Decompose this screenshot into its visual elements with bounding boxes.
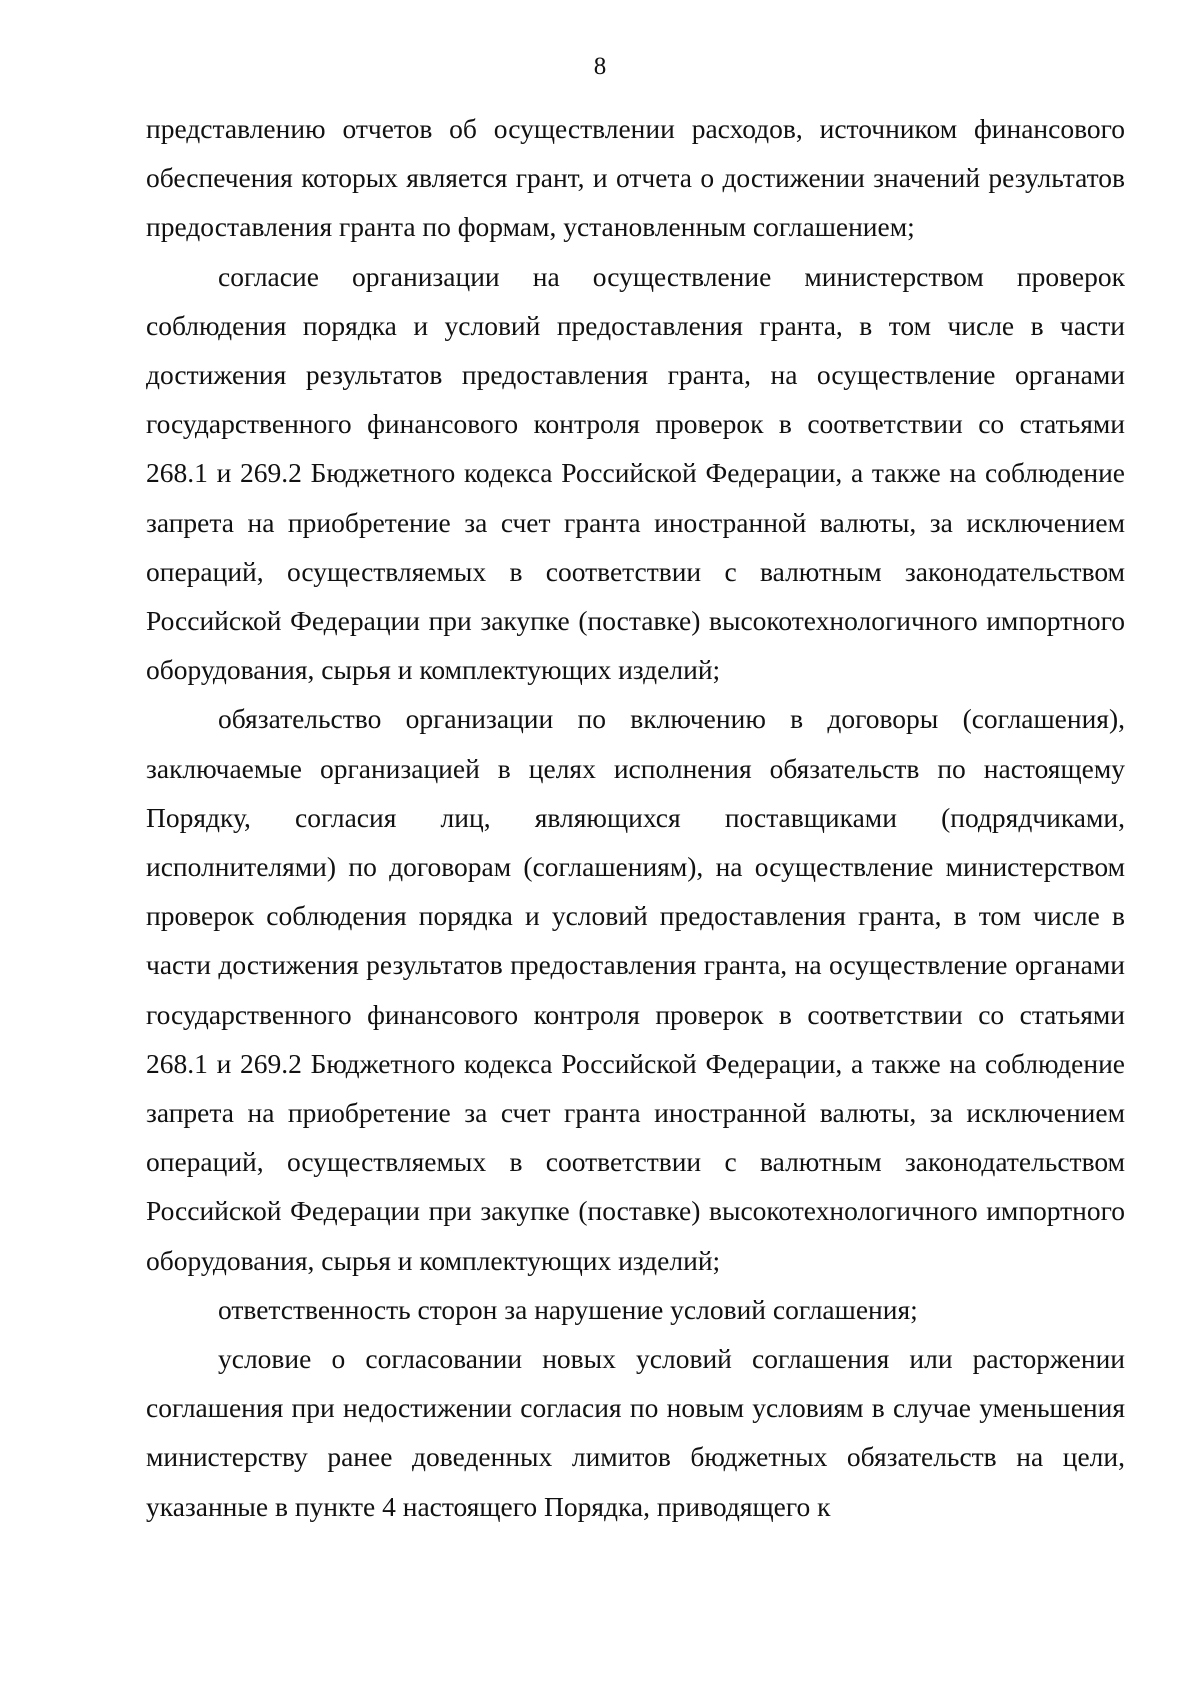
paragraph-continuation: представлению отчетов об осуществлении расходов, источником финансового обеспечения которых является грант, и отчета о достижении значений результатов предоставления гранта по формам, установленным соглашением; [146,113,1125,243]
paragraph-contracts-obligation: обязательство организации по включению в договоры (соглашения), заключаемые организацией в целях исполнения обязательств по настоящему Порядку, согласия лиц, являющихся поставщиками (подрядчиками, исполнителями) по договорам (соглашениям), на осуществление министерством проверок соблюдения порядка и условий предоставления гранта, в том числе в части достижения результатов предоставления гранта, на осуществление органами государственного финансового контроля проверок в соответствии со статьями 268.1 и 269.2 Бюджетного кодекса Российской Федерации, а также на соблюдение запрета на приобретение за счет гранта иностранной валюты, за исключением операций, осуществляемых в соответствии с валютным законодательством Российской Федерации при закупке (поставке) высокотехнологичного импортного оборудования, сырья и комплектующих изделий; [146,703,1125,1276]
paragraph-liability: ответственность сторон за нарушение условий соглашения; [218,1293,918,1325]
document-body [146,104,1125,1531]
paragraph-new-conditions: условие о согласовании новых условий соглашения или расторжении соглашения при недостижении согласия по новым условиям в случае уменьшения министерству ранее доведенных лимитов бюджетных обязательств на цели, указанные в пункте 4 настоящего Порядка, приводящего к [146,1343,1125,1522]
paragraph-consent-inspections: согласие организации на осуществление министерством проверок соблюдения порядка и условий предоставления гранта, в том числе в части достижения результатов предоставления гранта, на осуществление органами государственного финансового контроля проверок в соответствии со статьями 268.1 и 269.2 Бюджетного кодекса Российской Федерации, а также на соблюдение запрета на приобретение за счет гранта иностранной валюты, за исключением операций, осуществляемых в соответствии с валютным законодательством Российской Федерации при закупке (поставке) высокотехнологичного импортного оборудования, сырья и комплектующих изделий; [146,260,1125,686]
page-number: 8 [593,53,607,80]
